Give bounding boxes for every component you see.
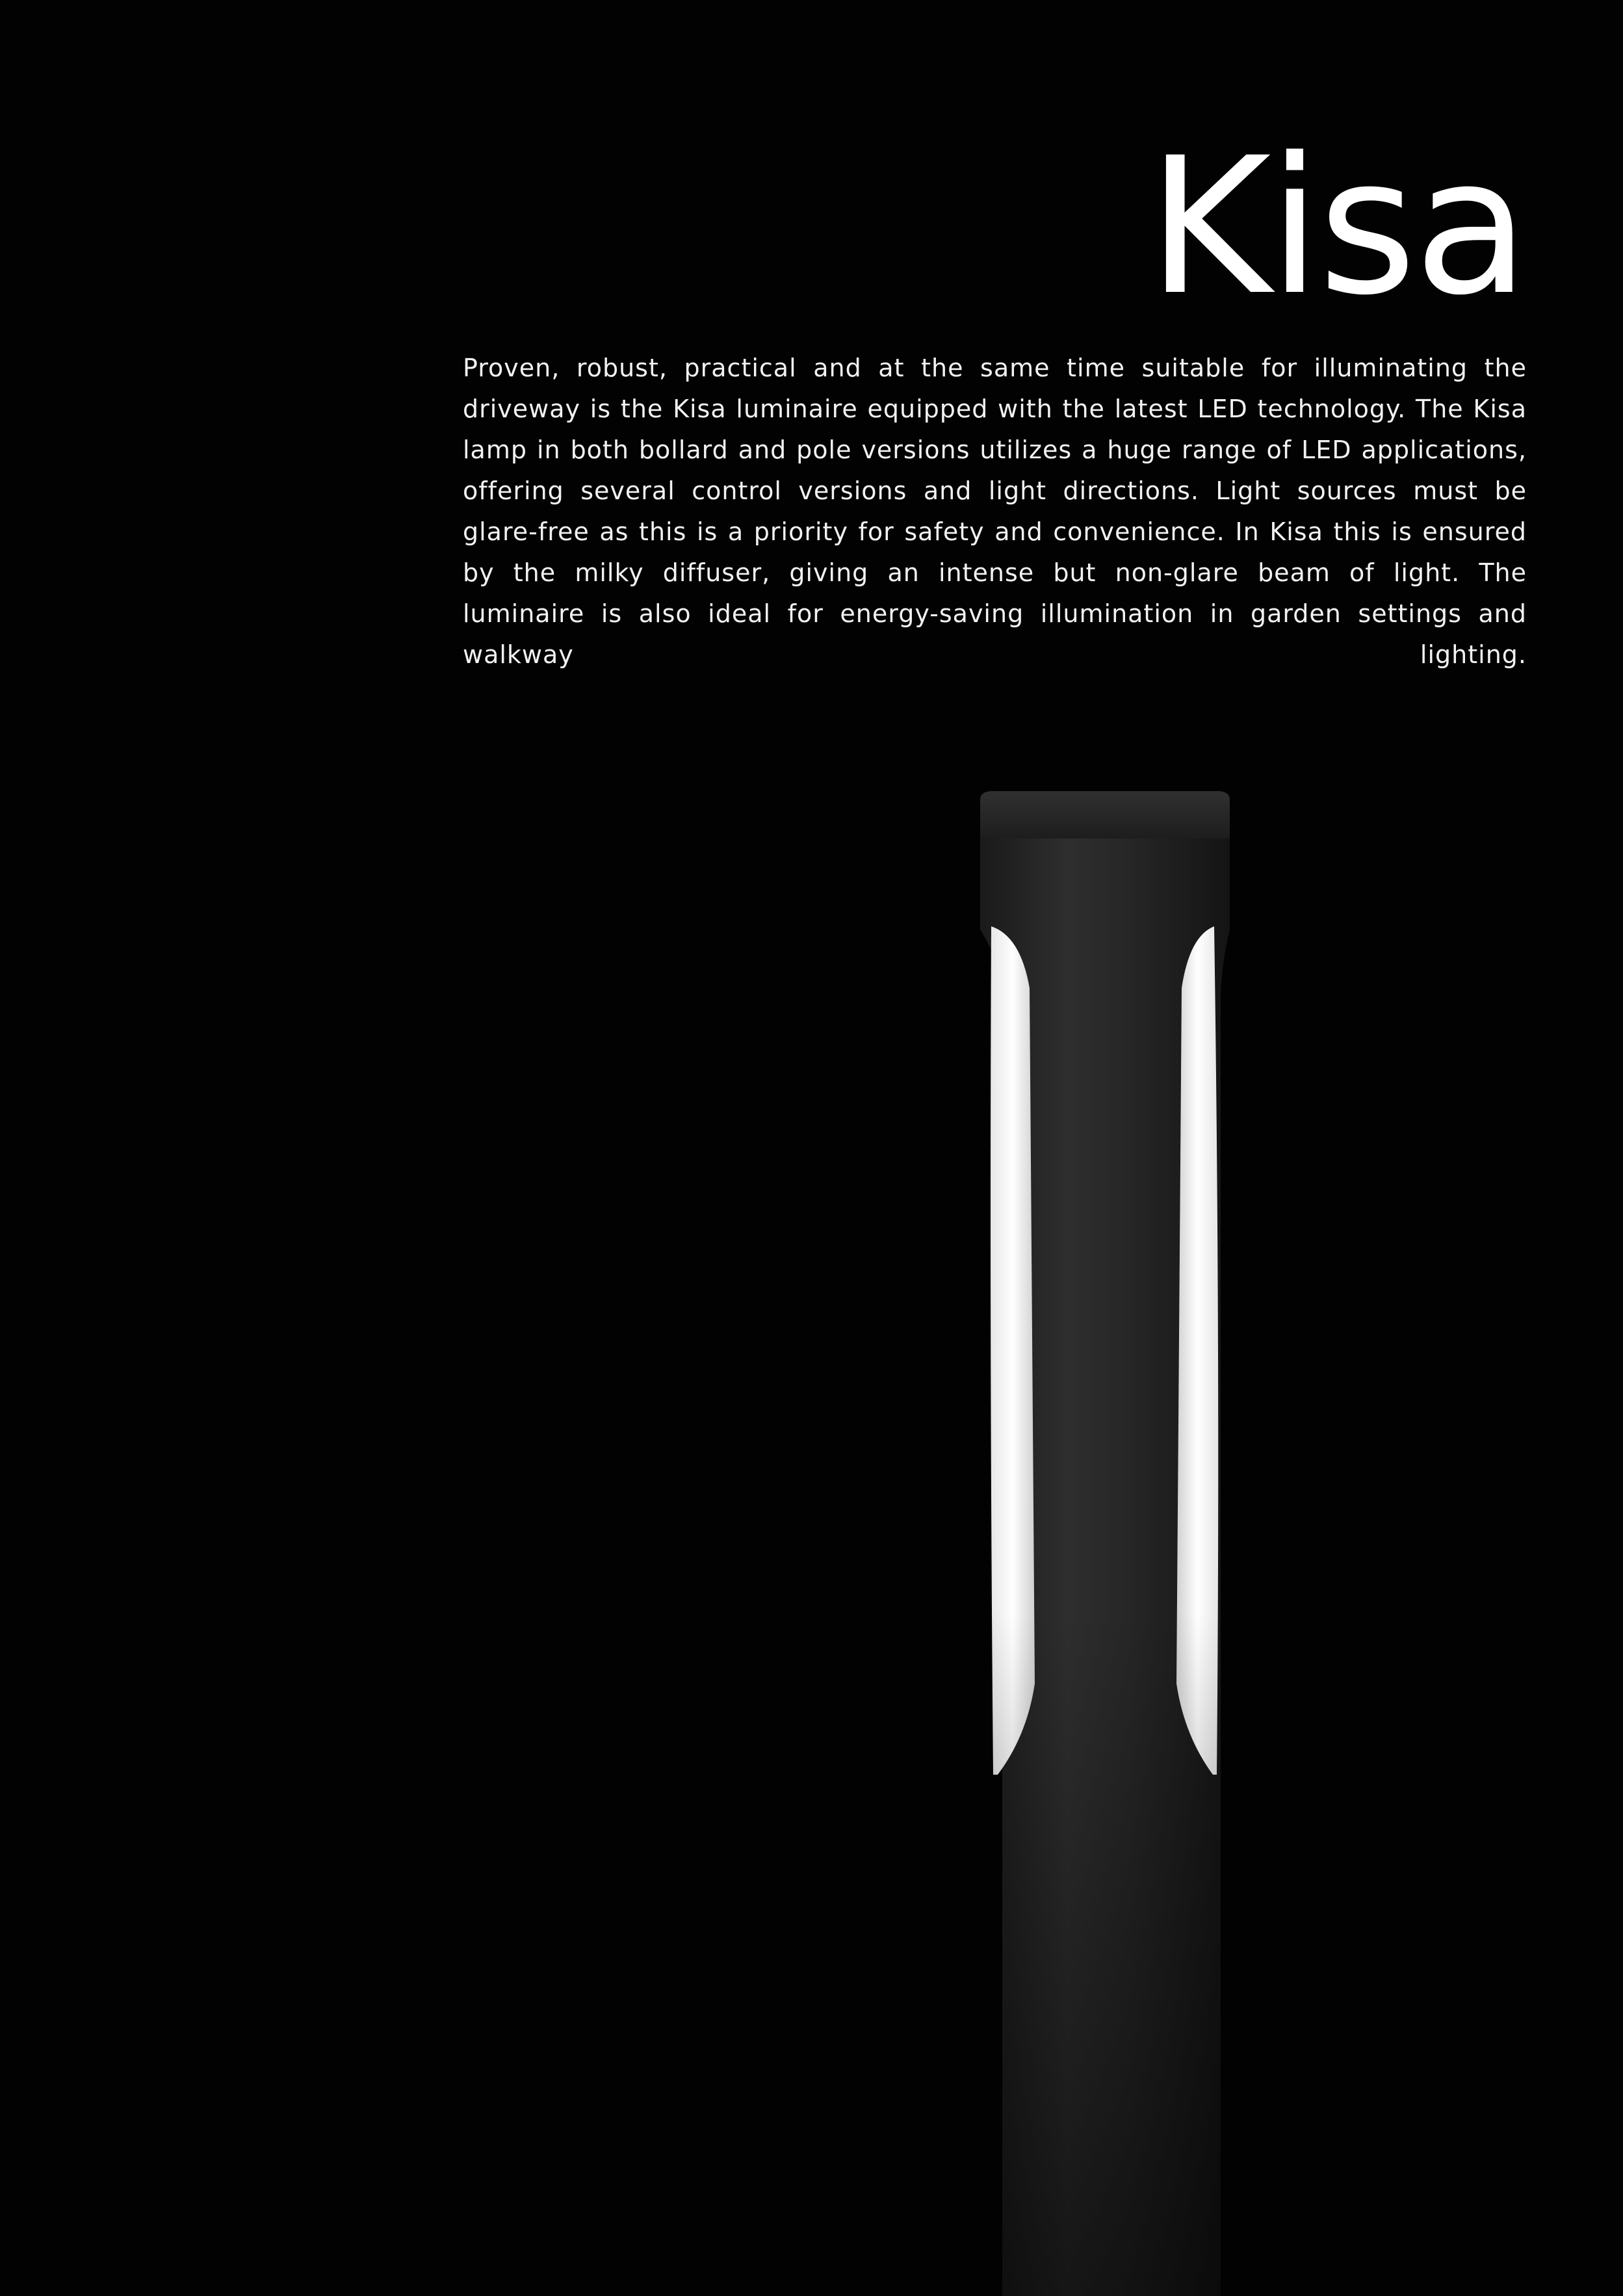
page-title: Kisa	[1147, 118, 1527, 337]
product-description: Proven, robust, practical and at the same time suitable for illuminating the driveway is the Kisa luminaire equipped with the latest LED technology. The Kisa lamp in both bollard and pole versions utilizes a huge range of LED applications, offering several control versions and light directions. Light sources must be glare-free as this is a priority for safety and convenience. In Kisa this is ensured by the milky diffuser, giving an intense but non-glare beam of light. The luminaire is also ideal for energy-saving illumination in garden settings and walkway lighting.	[463, 354, 1527, 669]
lamp-post-icon	[962, 774, 1261, 2296]
product-photo	[962, 774, 1261, 2296]
